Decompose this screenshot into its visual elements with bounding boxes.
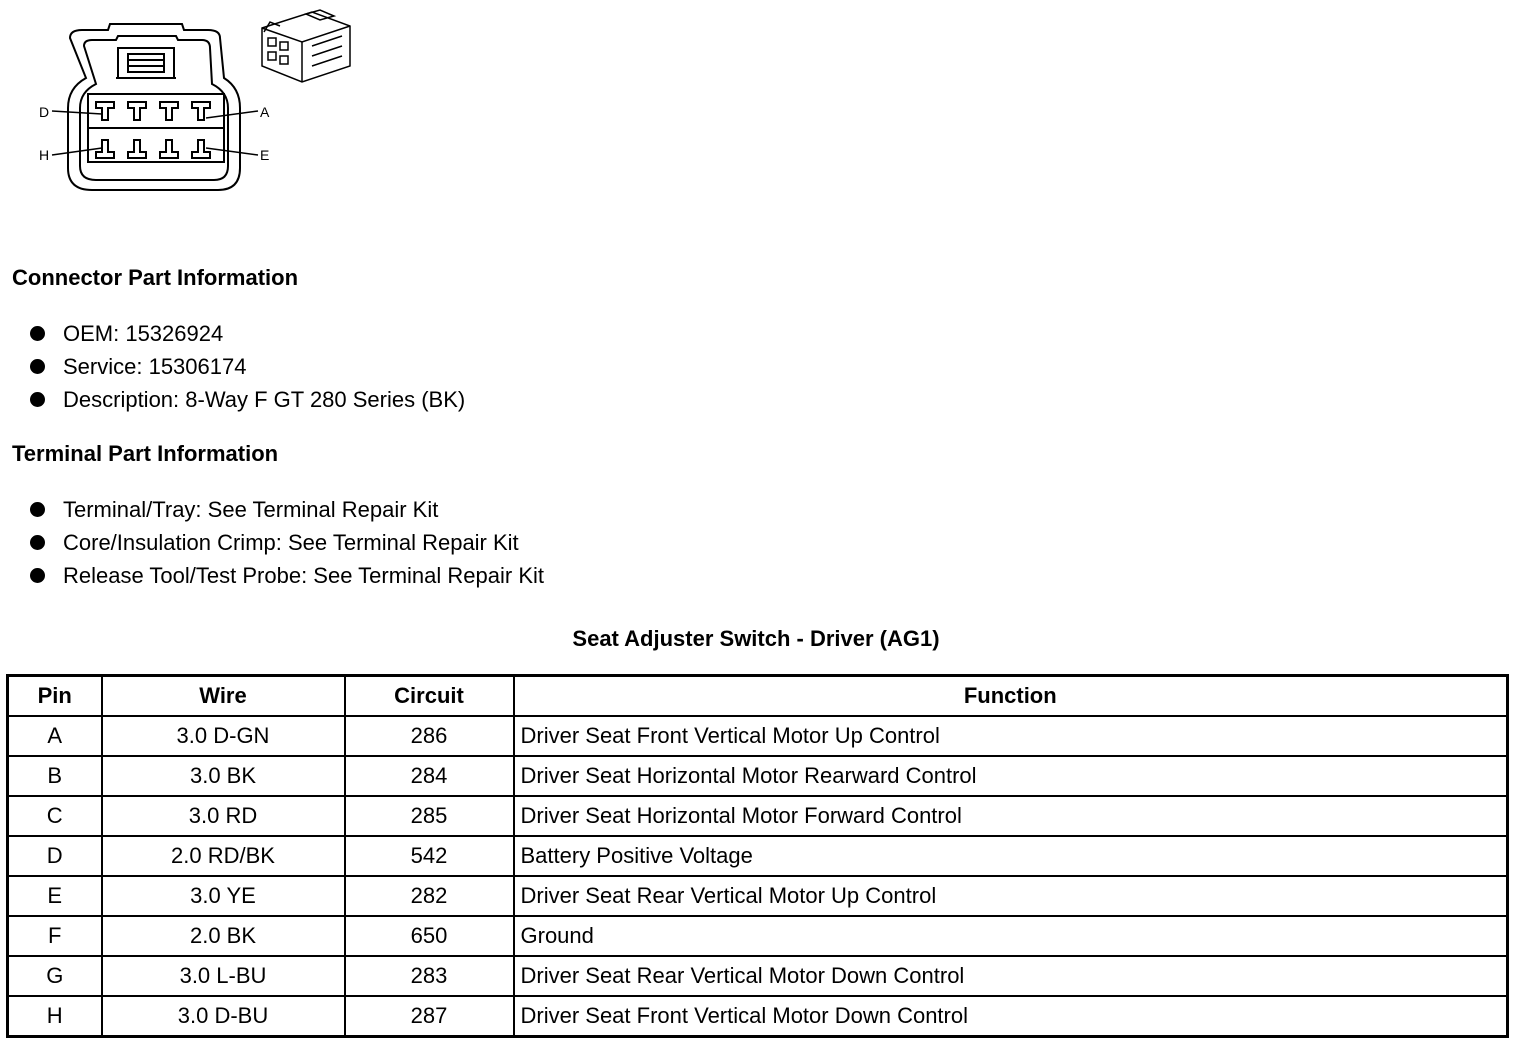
header-function: Function [514, 676, 1508, 717]
pin-cell: D [8, 836, 102, 876]
terminal-info-title: Terminal Part Information [12, 441, 279, 466]
table-row [8, 836, 1508, 876]
wire-cell: 3.0 RD [102, 796, 345, 836]
function-cell: Battery Positive Voltage [514, 836, 1508, 876]
wire-cell: 3.0 L-BU [102, 956, 345, 996]
connector-info-list [28, 317, 465, 416]
circuit-cell: 542 [345, 836, 514, 876]
header-pin: Pin [8, 676, 102, 717]
function-cell: Ground [514, 916, 1508, 956]
function-cell: Driver Seat Front Vertical Motor Down Control [514, 996, 1508, 1037]
table-header-row [8, 676, 1508, 717]
table-row [8, 956, 1508, 996]
bullet-dot-icon [30, 568, 45, 583]
connector-diagram [30, 8, 370, 198]
table-row [8, 796, 1508, 836]
list-item [28, 317, 465, 350]
table-title: Seat Adjuster Switch - Driver (AG1) [572, 626, 940, 651]
pin-cell: H [8, 996, 102, 1037]
pin-label-d: D [39, 104, 50, 120]
pin-cell: G [8, 956, 102, 996]
list-item [28, 383, 465, 416]
pin-label-e: E [260, 147, 270, 163]
pin-cell: F [8, 916, 102, 956]
list-item-text: Release Tool/Test Probe: See Terminal Repair Kit [63, 563, 544, 588]
pin-label-h: H [39, 147, 50, 163]
circuit-cell: 286 [345, 716, 514, 756]
pin-table [6, 674, 1509, 1038]
pin-cell: E [8, 876, 102, 916]
circuit-cell: 282 [345, 876, 514, 916]
function-cell: Driver Seat Rear Vertical Motor Down Control [514, 956, 1508, 996]
wire-cell: 3.0 D-GN [102, 716, 345, 756]
table-row [8, 876, 1508, 916]
list-item-text: Description: 8-Way F GT 280 Series (BK) [63, 387, 466, 412]
circuit-cell: 285 [345, 796, 514, 836]
list-item-text: Service: 15306174 [63, 354, 247, 379]
terminal-info-list [28, 493, 544, 592]
circuit-cell: 287 [345, 996, 514, 1037]
list-item-text: Terminal/Tray: See Terminal Repair Kit [63, 497, 439, 522]
function-cell: Driver Seat Front Vertical Motor Up Control [514, 716, 1508, 756]
connector-isometric-view [262, 10, 350, 82]
pin-cell: C [8, 796, 102, 836]
pin-cell: A [8, 716, 102, 756]
list-item [28, 526, 544, 559]
circuit-cell: 650 [345, 916, 514, 956]
list-item [28, 559, 544, 592]
table-row [8, 996, 1508, 1037]
pin-label-a: A [260, 104, 270, 120]
header-wire: Wire [102, 676, 345, 717]
wire-cell: 3.0 BK [102, 756, 345, 796]
table-row [8, 916, 1508, 956]
header-circuit: Circuit [345, 676, 514, 717]
function-cell: Driver Seat Horizontal Motor Rearward Control [514, 756, 1508, 796]
bullet-dot-icon [30, 326, 45, 341]
list-item [28, 350, 465, 383]
wire-cell: 2.0 BK [102, 916, 345, 956]
function-cell: Driver Seat Horizontal Motor Forward Control [514, 796, 1508, 836]
bullet-dot-icon [30, 359, 45, 374]
wire-cell: 2.0 RD/BK [102, 836, 345, 876]
bullet-dot-icon [30, 392, 45, 407]
circuit-cell: 284 [345, 756, 514, 796]
bullet-dot-icon [30, 535, 45, 550]
circuit-cell: 283 [345, 956, 514, 996]
list-item-text: Core/Insulation Crimp: See Terminal Repair Kit [63, 530, 519, 555]
table-row [8, 756, 1508, 796]
function-cell: Driver Seat Rear Vertical Motor Up Control [514, 876, 1508, 916]
wire-cell: 3.0 D-BU [102, 996, 345, 1037]
wire-cell: 3.0 YE [102, 876, 345, 916]
table-row [8, 716, 1508, 756]
list-item [28, 493, 544, 526]
connector-info-title: Connector Part Information [12, 265, 299, 290]
bullet-dot-icon [30, 502, 45, 517]
list-item-text: OEM: 15326924 [63, 321, 224, 346]
pin-cell: B [8, 756, 102, 796]
